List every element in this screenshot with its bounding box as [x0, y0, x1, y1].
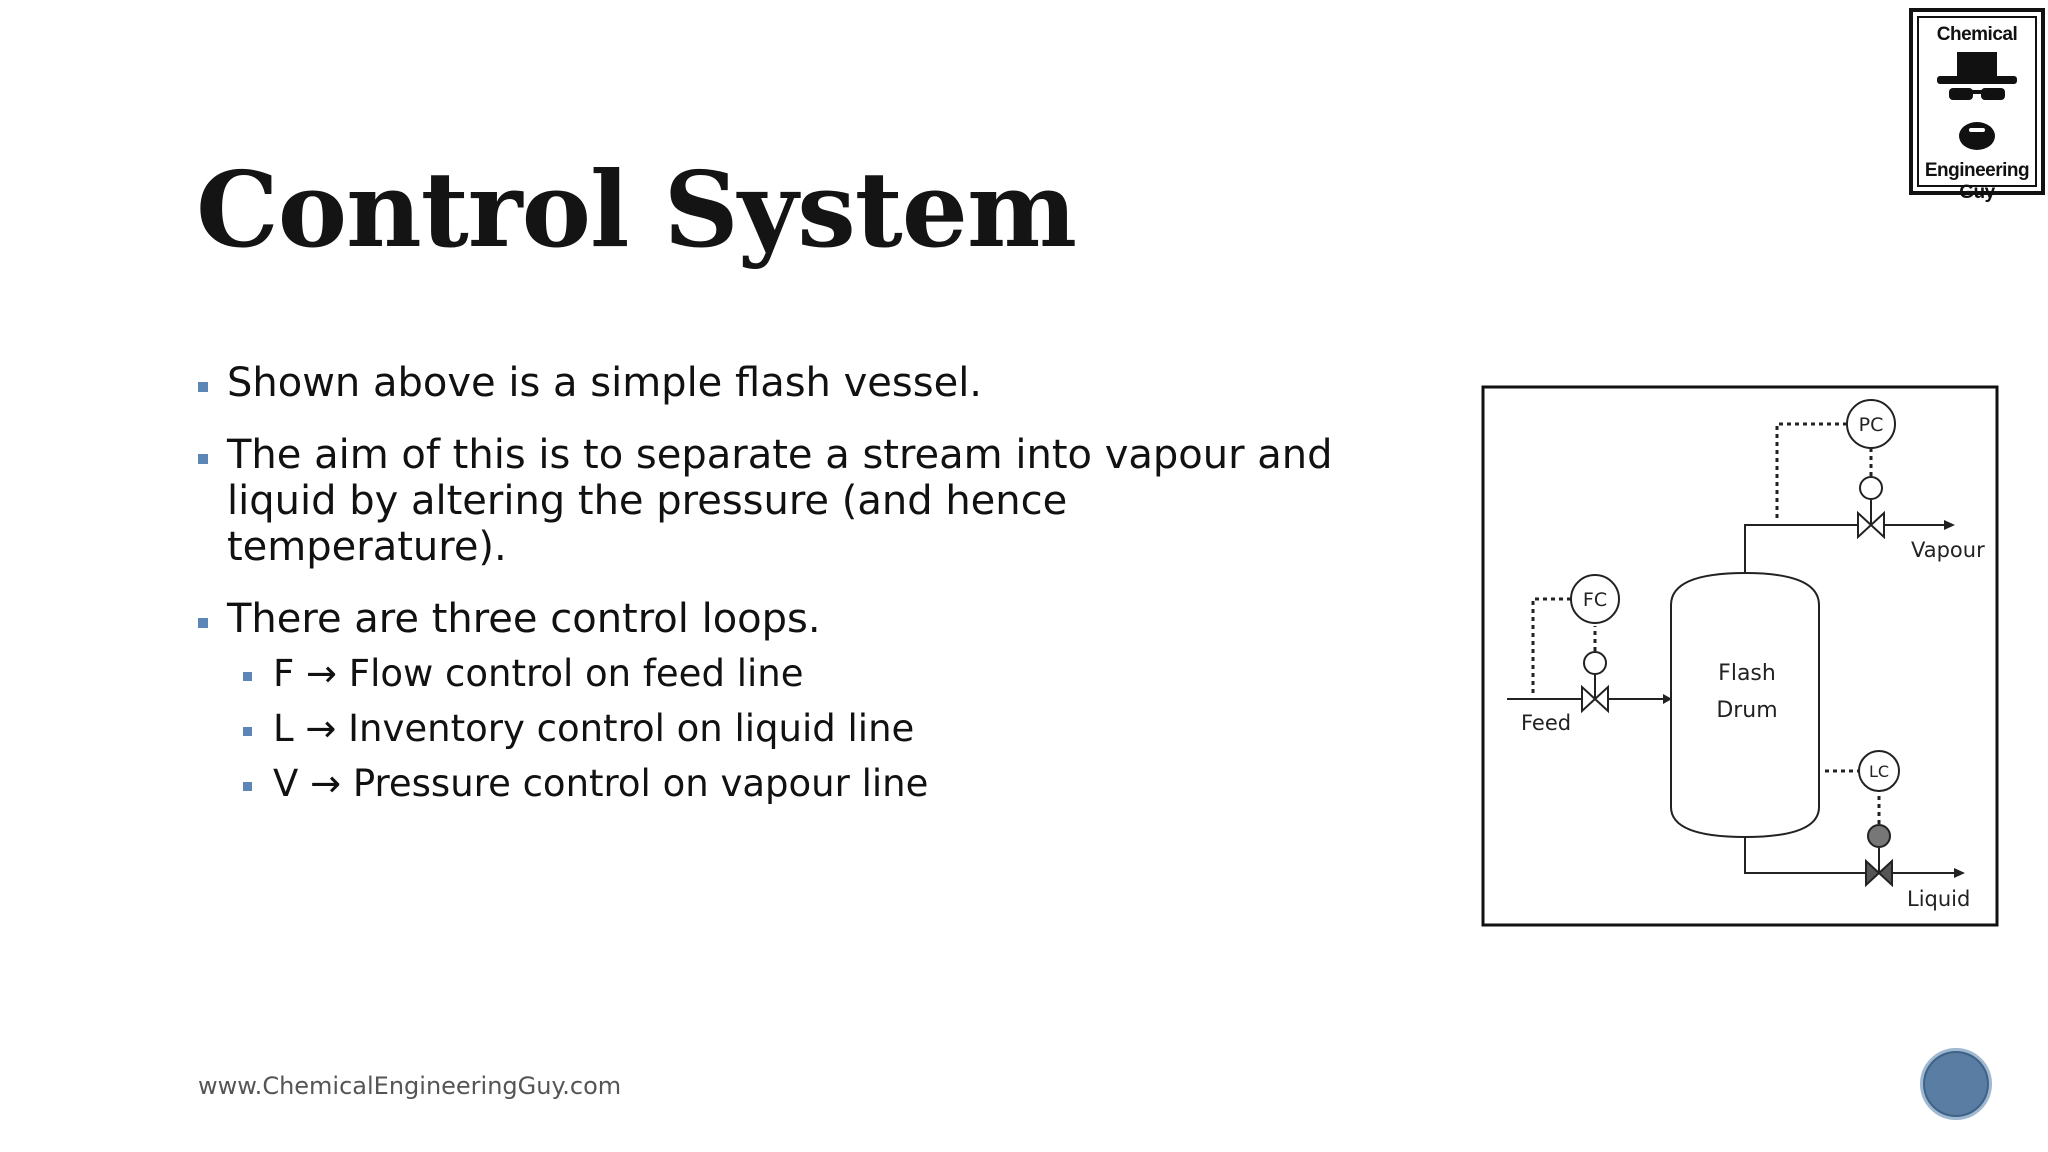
vapour-label: Vapour — [1911, 538, 1985, 562]
pc-label: PC — [1858, 414, 1884, 436]
page-badge — [1920, 1048, 1992, 1120]
feed-label: Feed — [1521, 711, 1572, 735]
brand-logo — [1909, 8, 2045, 203]
bullet-item: The aim of this is to separate a stream into vapour and liquid by altering the pressure (and hence temperature). — [196, 432, 1347, 570]
bullet-list — [196, 360, 1396, 817]
logo-text-bottom: Engineering Guy — [1924, 160, 2030, 203]
bullet-item: There are three control loops. — [196, 596, 1396, 642]
sub-bullet-item: V → Pressure control on vapour line — [243, 762, 1396, 806]
flash-drum-diagram — [1481, 385, 1999, 927]
sub-bullet-list — [196, 652, 1396, 806]
footer-url: www.ChemicalEngineeringGuy.com — [198, 1072, 622, 1100]
bullet-item: Shown above is a simple flash vessel. — [196, 360, 1396, 406]
vessel-label-drum: Drum — [1716, 698, 1778, 723]
sub-bullet-item: L → Inventory control on liquid line — [243, 707, 1396, 751]
fc-label: FC — [1582, 589, 1608, 611]
liquid-label: Liquid — [1907, 887, 1971, 911]
logo-text-top: Chemical — [1936, 24, 2018, 45]
vapour-actuator-icon — [1860, 477, 1882, 499]
liquid-actuator-icon — [1868, 825, 1890, 847]
slide-title: Control System — [196, 148, 1077, 271]
feed-actuator-icon — [1584, 652, 1606, 674]
lc-label: LC — [1868, 762, 1890, 781]
hat-beard-icon — [1931, 52, 2023, 156]
sub-bullet-item: F → Flow control on feed line — [243, 652, 1396, 696]
vessel-label-flash: Flash — [1718, 661, 1776, 686]
